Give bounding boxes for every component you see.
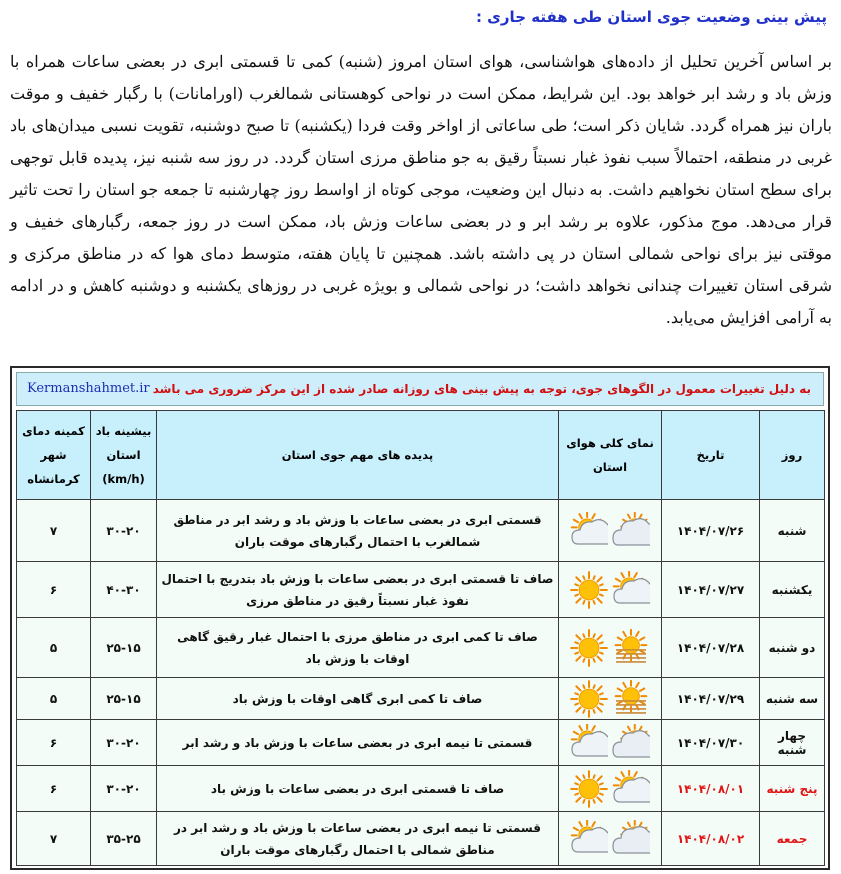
cell-phenomena: قسمتی تا نیمه ابری در بعضی ساعات با وزش باد و رشد ابر	[157, 720, 559, 766]
cell-wind: ۳۰-۲۰	[91, 720, 157, 766]
sun-icon	[570, 680, 608, 718]
cell-date: ۱۴۰۴/۰۷/۲۹	[662, 678, 760, 720]
sun-haze-icon	[612, 680, 650, 718]
table-row	[17, 766, 825, 812]
cell-date: ۱۴۰۴/۰۷/۲۸	[662, 618, 760, 678]
cell-day: سه شنبه	[760, 678, 825, 720]
table-row	[17, 500, 825, 562]
sun-cloud-icon	[570, 820, 608, 858]
header-day: روز	[760, 411, 825, 500]
cell-overview-icons	[559, 766, 662, 812]
cell-wind: ۴۰-۳۰	[91, 562, 157, 618]
cell-wind: ۳۰-۲۰	[91, 500, 157, 562]
cell-phenomena: صاف تا کمی ابری گاهی اوقات با وزش باد	[157, 678, 559, 720]
cell-min-temp: ۶	[17, 720, 91, 766]
cell-min-temp: ۵	[17, 618, 91, 678]
table-banner	[16, 372, 824, 406]
table-row	[17, 678, 825, 720]
header-min-temp: کمینه دمای شهر کرمانشاه	[17, 411, 91, 500]
page-heading: پیش بینی وضعیت جوی استان طی هفته جاری :	[475, 8, 827, 26]
header-phenomena: پدیده های مهم جوی استان	[157, 411, 559, 500]
forecast-paragraph: بر اساس آخرین تحلیل از داده‌های هواشناسی، هوای استان امروز (شنبه) کمی تا قسمتی ابری در بعضی ساعات همراه با وزش باد و رشد ابر خواهد بود. این شرایط، ممکن است در نواحی کوهستانی شمالغرب (اورامانات) با رگبار خفیف و موقت باران نیز همراه گردد. شایان ذکر است؛ طی ساعاتی از اواخر وقت فردا (یکشنبه) تا صبح دوشنبه، تقویت نسبی میدان‌های باد غربی در منطقه، احتمالاً سبب نفوذ غبار نسبتاً رقیق به جو مناطق مرزی استان گردد. در روز سه شنبه نیز، پدیده قابل توجهی برای سطح استان نخواهیم داشت. به دنبال این وضعیت، موجی کوتاه از اواسط روز چهارشنبه تا جمعه جو استان را تحت تاثیر قرار می‌دهد. موج مذکور، علاوه بر رشد ابر و در بعضی ساعات وزش باد، ممکن است در روز جمعه، رگبارهای خفیف و موقتی نیز برای نواحی شمالی استان در پی داشته باشد. همچنین تا پایان هفته، متوسط دمای هوا که در مناطق مرکزی و شرقی استان تغییرات چندانی نخواهد داشت؛ در نواحی شمالی و بویژه غربی در روزهای یکشنبه و دوشنبه کاهش و در ادامه به آرامی افزایش می‌یابد.	[10, 52, 833, 327]
table-row	[17, 618, 825, 678]
cell-overview-icons	[559, 812, 662, 866]
cell-overview-icons	[559, 678, 662, 720]
cell-phenomena: قسمتی تا نیمه ابری در بعضی ساعات با وزش باد و رشد ابر در مناطق شمالی با احتمال رگبارهای موقت باران	[157, 812, 559, 866]
sun-icon	[570, 770, 608, 808]
cell-date: ۱۴۰۴/۰۷/۲۶	[662, 500, 760, 562]
header-wind: بیشینه باد استان (km/h)	[91, 411, 157, 500]
sun-cloud-icon	[612, 571, 650, 609]
header-date: تاریخ	[662, 411, 760, 500]
cell-day: شنبه	[760, 500, 825, 562]
cell-date: ۱۴۰۴/۰۸/۰۱	[662, 766, 760, 812]
cell-min-temp: ۵	[17, 678, 91, 720]
cell-date: ۱۴۰۴/۰۸/۰۲	[662, 812, 760, 866]
cell-wind: ۲۵-۱۵	[91, 618, 157, 678]
table-row	[17, 812, 825, 866]
cell-day: یکشنبه	[760, 562, 825, 618]
cell-wind: ۳۰-۲۰	[91, 766, 157, 812]
table-header-row	[17, 411, 825, 500]
cell-overview-icons	[559, 562, 662, 618]
notice-text: به دلیل تغییرات معمول در الگوهای جوی، توجه به پیش بینی های روزانه صادر شده از این مرکز ضروری می باشد	[152, 382, 811, 396]
cell-phenomena: قسمتی ابری در بعضی ساعات با وزش باد و رشد ابر در مناطق شمالغرب با احتمال رگبارهای موقت باران	[157, 500, 559, 562]
cell-day: چهار شنبه	[760, 720, 825, 766]
cell-day: پنج شنبه	[760, 766, 825, 812]
header-overview: نمای کلی هوای استان	[559, 411, 662, 500]
cell-phenomena: صاف تا قسمتی ابری در بعضی ساعات با وزش باد بتدریج با احتمال نفوذ غبار نسبتاً رقیق در مناطق مرزی	[157, 562, 559, 618]
cell-wind: ۳۵-۲۵	[91, 812, 157, 866]
cell-wind: ۲۵-۱۵	[91, 678, 157, 720]
forecast-table	[16, 410, 825, 866]
cell-min-temp: ۷	[17, 500, 91, 562]
cell-min-temp: ۷	[17, 812, 91, 866]
cell-day: جمعه	[760, 812, 825, 866]
sun-haze-icon	[612, 629, 650, 667]
site-link[interactable]: Kermanshahmet.ir	[27, 381, 150, 396]
cell-date: ۱۴۰۴/۰۷/۳۰	[662, 720, 760, 766]
table-row	[17, 562, 825, 618]
cloud-sun-icon	[612, 820, 650, 858]
cell-min-temp: ۶	[17, 562, 91, 618]
cell-date: ۱۴۰۴/۰۷/۲۷	[662, 562, 760, 618]
cell-overview-icons	[559, 720, 662, 766]
cell-phenomena: صاف تا کمی ابری در مناطق مرزی با احتمال غبار رقیق گاهی اوقات با وزش باد	[157, 618, 559, 678]
cloud-sun-icon	[612, 512, 650, 550]
sun-icon	[570, 629, 608, 667]
cloud-sun-icon	[612, 724, 650, 762]
sun-cloud-icon	[570, 724, 608, 762]
table-row	[17, 720, 825, 766]
cell-min-temp: ۶	[17, 766, 91, 812]
sun-cloud-icon	[570, 512, 608, 550]
cell-phenomena: صاف تا قسمتی ابری در بعضی ساعات با وزش باد	[157, 766, 559, 812]
cell-day: دو شنبه	[760, 618, 825, 678]
sun-cloud-icon	[612, 770, 650, 808]
cell-overview-icons	[559, 500, 662, 562]
cell-overview-icons	[559, 618, 662, 678]
sun-icon	[570, 571, 608, 609]
forecast-table-container	[10, 366, 830, 870]
